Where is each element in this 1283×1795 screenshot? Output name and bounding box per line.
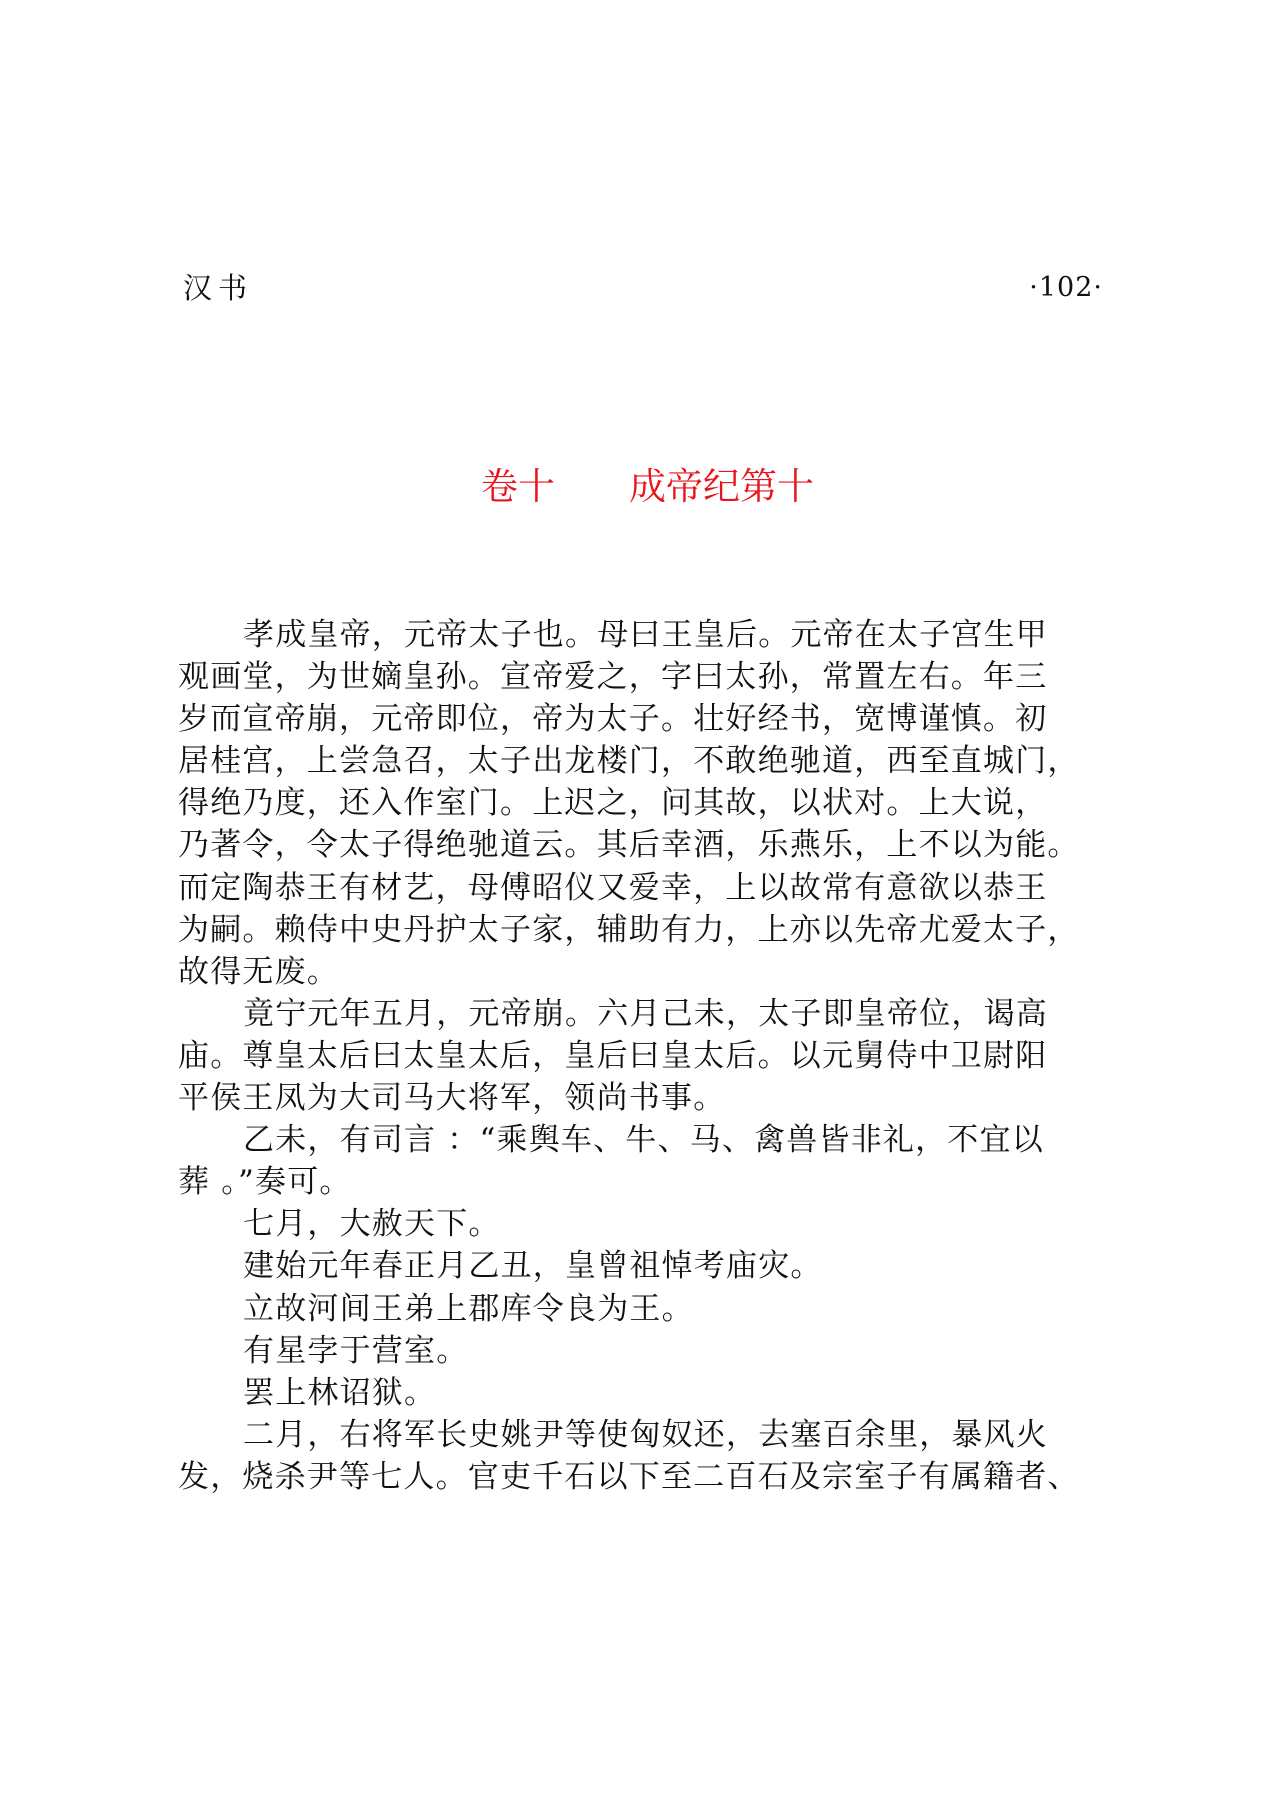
text-line: 七月，大赦天下。 bbox=[243, 1206, 501, 1243]
text-line: 葬 。”奏可。 bbox=[178, 1164, 352, 1201]
text-line: 故得无废。 bbox=[178, 953, 339, 990]
text-line: 平侯王凤为大司马大将军，领尚书事。 bbox=[178, 1080, 726, 1117]
text-line: 观画堂，为世嫡皇孙。宣帝爱之，字曰太孙，常置左右。年三 bbox=[178, 659, 1048, 696]
text-line: 建始元年春正月乙丑，皇曾祖悼考庙灾。 bbox=[243, 1248, 823, 1285]
text-line: 孝成皇帝，元帝太子也。母曰王皇后。元帝在太子宫生甲 bbox=[243, 617, 1048, 653]
page-number: ·102· bbox=[1029, 272, 1103, 303]
text-line: 乙未，有司言 ：“乘舆车、牛、马、禽兽皆非礼，不宜以 bbox=[243, 1122, 1044, 1159]
text-line: 为嗣。赖侍中史丹护太子家，辅助有力，上亦以先帝尤爱太子， bbox=[178, 911, 1080, 948]
text-line: 得绝乃度，还入作室门。上迟之，问其故，以状对。上大说， bbox=[178, 785, 1048, 822]
text-line: 发，烧杀尹等七人。官吏千石以下至二百石及宗室子有属籍者、 bbox=[178, 1458, 1080, 1495]
text-line: 而定陶恭王有材艺，母傅昭仪又爱幸，上以故常有意欲以恭王 bbox=[178, 869, 1048, 906]
body-text bbox=[178, 614, 1108, 1498]
text-line: 居桂宫，上尝急召，太子出龙楼门，不敢绝驰道，西至直城门， bbox=[178, 743, 1080, 780]
text-line: 立故河间王弟上郡库令良为王。 bbox=[243, 1290, 694, 1327]
text-line: 有星孛于营室。 bbox=[243, 1332, 469, 1369]
text-line: 岁而宣帝崩，元帝即位，帝为太子。壮好经书，宽博谨慎。初 bbox=[178, 701, 1048, 738]
text-line: 乃著令，令太子得绝驰道云。其后幸酒，乐燕乐，上不以为能。 bbox=[178, 827, 1080, 864]
book-title: 汉书 bbox=[183, 271, 254, 305]
text-line: 竟宁元年五月，元帝崩。六月己未，太子即皇帝位，谒高 bbox=[243, 995, 1048, 1032]
text-line: 庙。尊皇太后曰太皇太后，皇后曰皇太后。以元舅侍中卫尉阳 bbox=[178, 1037, 1048, 1074]
text-line: 罢上林诏狱。 bbox=[243, 1374, 437, 1411]
page-header bbox=[183, 268, 1103, 308]
text-line: 二月，右将军长史姚尹等使匈奴还，去塞百余里，暴风火 bbox=[243, 1416, 1048, 1453]
chapter-title: 卷十 成帝纪第十 bbox=[481, 465, 814, 508]
